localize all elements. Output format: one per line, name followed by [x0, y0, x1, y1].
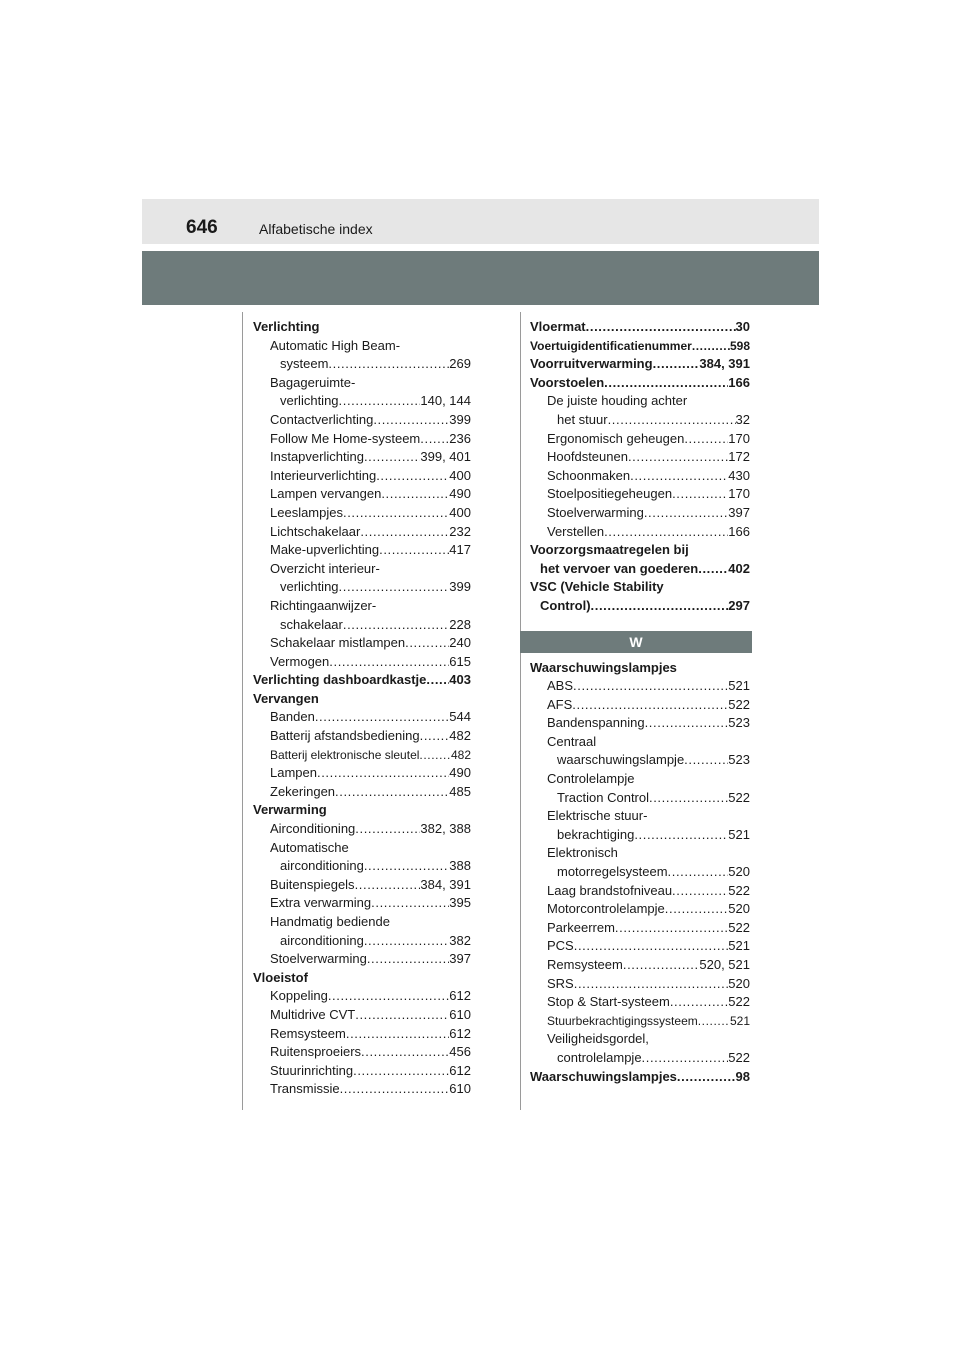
leader-dots — [653, 355, 700, 374]
index-entry-term: Batterij afstandsbediening — [270, 728, 420, 744]
index-entry-term: Schakelaar mistlampen — [270, 635, 406, 651]
index-entry-term: Waarschuwingslampjes — [530, 1068, 677, 1084]
index-entry — [253, 969, 471, 988]
index-entry-term: Batterij elektronische sleutel — [270, 747, 420, 762]
index-entry-term: Stoelverwarming — [547, 504, 644, 520]
index-entry-page[interactable]: 521 — [728, 826, 750, 842]
index-entry-term: Stuurinrichting — [270, 1062, 354, 1078]
leader-dots — [692, 337, 730, 356]
leader-dots — [328, 987, 449, 1006]
index-entry-term: Automatische — [270, 839, 349, 855]
index-entry — [253, 876, 471, 895]
index-entry — [530, 392, 750, 411]
index-entry-term: Motorcontrolelampje — [547, 901, 665, 917]
index-entry-page[interactable]: 612 — [449, 1062, 471, 1078]
index-entry-page[interactable]: 485 — [449, 783, 471, 799]
index-entry — [530, 1030, 750, 1049]
index-entry-page[interactable]: 482 — [449, 728, 471, 744]
leader-dots — [573, 677, 728, 696]
index-entry — [253, 337, 471, 356]
leader-dots — [698, 1012, 730, 1031]
leader-dots — [649, 789, 728, 808]
index-entry-term: Transmissie — [270, 1081, 340, 1097]
index-entry-page[interactable]: 610 — [449, 1006, 471, 1022]
index-entry-term: Zekeringen — [270, 783, 336, 799]
index-entry-term: Overzicht interieur- — [270, 560, 380, 576]
index-entry — [530, 807, 750, 826]
index-entry — [253, 746, 471, 765]
index-entry-term: PCS — [547, 938, 574, 954]
index-entry — [530, 789, 750, 808]
index-entry-page[interactable]: 544 — [449, 709, 471, 725]
index-entry-term: Laag brandstofniveau — [547, 882, 673, 898]
index-entry — [253, 1043, 471, 1062]
index-entry-page[interactable]: 170 — [728, 430, 750, 446]
leader-dots — [405, 634, 449, 653]
leader-dots — [677, 1068, 736, 1087]
leader-dots — [381, 485, 449, 504]
index-entry-page[interactable]: 430 — [728, 467, 750, 483]
index-entry — [253, 355, 471, 374]
index-entry-page[interactable]: 400 — [449, 504, 471, 520]
index-entry-page[interactable]: 490 — [449, 486, 471, 502]
index-entry — [253, 894, 471, 913]
index-entry-term: Multidrive CVT — [270, 1006, 356, 1022]
index-entry-term: waarschuwingslampje — [557, 752, 685, 768]
leader-dots — [335, 783, 449, 802]
index-entry-term: Vermogen — [270, 653, 330, 669]
index-entry-term: Traction Control — [557, 789, 649, 805]
index-entry-page[interactable]: 403 — [449, 672, 471, 688]
index-entry-page[interactable]: 269 — [449, 356, 471, 372]
index-entry — [253, 1025, 471, 1044]
leader-dots — [591, 597, 729, 616]
index-entry-page[interactable]: 172 — [728, 449, 750, 465]
leader-dots — [355, 820, 420, 839]
index-entry-term: Instapverlichting — [270, 449, 364, 465]
leader-dots — [630, 467, 728, 486]
index-entry — [253, 504, 471, 523]
index-entry-term: Koppeling — [270, 988, 328, 1004]
index-entry-term: Follow Me Home-systeem — [270, 430, 421, 446]
index-entry — [530, 882, 750, 901]
index-entry — [253, 987, 471, 1006]
index-entry — [530, 374, 750, 393]
index-entry — [530, 504, 750, 523]
index-entry-term: schakelaar — [280, 616, 343, 632]
index-entry-term: Remsysteem — [547, 957, 623, 972]
index-entry — [253, 913, 471, 932]
index-entry-page[interactable]: 521 — [728, 938, 750, 954]
leader-dots — [642, 1049, 729, 1068]
leader-dots — [364, 448, 420, 467]
leader-dots — [604, 523, 728, 542]
index-entry-page[interactable]: 523 — [728, 752, 750, 768]
index-entry-page[interactable]: 297 — [728, 597, 750, 613]
index-entry-term: Elektrische stuur- — [547, 808, 648, 824]
column-divider-right — [520, 312, 521, 1110]
index-entry-term: Voertuigidentificatienummer — [530, 338, 692, 353]
index-entry-page[interactable]: 522 — [728, 994, 750, 1010]
index-entry-page[interactable]: 522 — [728, 1049, 750, 1065]
index-entry — [253, 597, 471, 616]
leader-dots — [623, 956, 700, 975]
page-number: 646 — [186, 217, 218, 238]
leader-dots — [668, 863, 729, 882]
index-entry — [530, 337, 750, 356]
index-entry-page[interactable]: 395 — [449, 895, 471, 911]
leader-dots — [586, 318, 736, 337]
index-entry-page[interactable]: 521 — [729, 1013, 750, 1028]
index-entry-page[interactable]: 522 — [728, 789, 750, 805]
letter-heading-w: W — [520, 631, 752, 653]
index-entry-page[interactable]: 417 — [449, 542, 471, 558]
index-entry-term: Stop & Start-systeem — [547, 994, 670, 1010]
index-entry-term: Verwarming — [253, 802, 327, 818]
index-entry-page[interactable]: 522 — [728, 919, 750, 935]
index-entry — [530, 541, 750, 560]
leader-dots — [379, 541, 449, 560]
index-entry-page[interactable]: 612 — [449, 988, 471, 1004]
index-entry — [530, 937, 750, 956]
index-entry-page[interactable]: 615 — [449, 653, 471, 669]
index-group-w — [530, 659, 750, 1087]
index-entry-term: Lampen — [270, 765, 317, 781]
index-entry-term: motorregelsysteem — [557, 864, 668, 880]
index-entry-page[interactable]: 170 — [728, 486, 750, 502]
index-entry-page[interactable]: 482 — [450, 747, 471, 762]
index-entry — [530, 844, 750, 863]
index-entry-term: Verlichting dashboardkastje — [253, 672, 427, 688]
index-entry-term: verlichting — [280, 393, 339, 409]
index-entry-term: Stoelpositiegeheugen — [547, 486, 673, 502]
index-entry-page[interactable]: 30 — [735, 319, 750, 334]
index-entry — [253, 820, 471, 839]
index-entry — [530, 467, 750, 486]
index-entry-term: Interieurverlichting — [270, 467, 377, 483]
index-entry-term: Schoonmaken — [547, 467, 631, 483]
index-entry — [530, 733, 750, 752]
index-entry-term: SRS — [547, 975, 574, 991]
leader-dots — [419, 746, 451, 765]
index-entry-term: Make-upverlichting — [270, 542, 380, 558]
leader-dots — [364, 857, 449, 876]
index-entry-page[interactable]: 240 — [449, 635, 471, 651]
leader-dots — [604, 374, 728, 393]
index-entry — [530, 696, 750, 715]
index-entry-page[interactable]: 397 — [449, 951, 471, 967]
index-entry-page[interactable]: 610 — [449, 1081, 471, 1097]
index-entry-term: airconditioning — [280, 858, 364, 874]
leader-dots — [644, 504, 728, 523]
leader-dots — [672, 485, 728, 504]
index-entry-term: Remsysteem — [270, 1025, 346, 1041]
leader-dots — [364, 932, 449, 951]
index-entry-term: AFS — [547, 696, 573, 712]
index-entry — [253, 448, 471, 467]
index-entry — [253, 541, 471, 560]
index-entry — [530, 900, 750, 919]
index-entry-term: Lampen vervangen — [270, 486, 382, 502]
index-entry-term: Richtingaanwijzer- — [270, 597, 377, 613]
index-entry-term: Stuurbekrachtigingssysteem — [547, 1013, 698, 1028]
index-entry-term: bekrachtiging — [557, 826, 635, 842]
index-entry — [253, 485, 471, 504]
index-entry — [253, 727, 471, 746]
index-entry — [530, 355, 750, 374]
index-entry — [253, 690, 471, 709]
index-entry-term: airconditioning — [280, 932, 364, 948]
section-title: Alfabetische index — [259, 221, 373, 237]
index-entry-term: VSC (Vehicle Stability — [530, 579, 664, 595]
index-entry — [253, 1062, 471, 1081]
index-entry — [530, 1068, 750, 1087]
index-entry-page[interactable]: 522 — [728, 696, 750, 712]
index-entry-page[interactable]: 166 — [728, 523, 750, 539]
index-entry — [253, 560, 471, 579]
page-header-bar — [142, 199, 819, 244]
index-entry — [253, 523, 471, 542]
index-entry — [530, 448, 750, 467]
leader-dots — [343, 616, 449, 635]
leader-dots — [343, 504, 449, 523]
index-entry — [530, 560, 750, 579]
leader-dots — [328, 355, 449, 374]
index-entry-page[interactable]: 598 — [729, 338, 750, 353]
index-entry — [253, 578, 471, 597]
index-entry — [253, 411, 471, 430]
leader-dots — [670, 993, 728, 1012]
header-band — [142, 251, 819, 305]
leader-dots — [367, 950, 449, 969]
index-entry-page[interactable]: 399 — [449, 411, 471, 427]
index-entry-page[interactable]: 490 — [449, 765, 471, 781]
index-entry-term: Voorzorgsmaatregelen bij — [530, 542, 689, 558]
index-entry-page[interactable]: 520 — [728, 864, 750, 880]
index-entry-term: Controlelampje — [547, 771, 635, 787]
index-entry-page[interactable]: 397 — [728, 504, 750, 520]
leader-dots — [371, 894, 449, 913]
leader-dots — [426, 671, 449, 690]
index-entry-page[interactable]: 520 — [728, 975, 750, 991]
index-entry-page[interactable]: 612 — [449, 1025, 471, 1041]
leader-dots — [420, 727, 450, 746]
index-entry-term: Ergonomisch geheugen — [547, 430, 685, 446]
leader-dots — [684, 751, 728, 770]
index-entry-term: Waarschuwingslampjes — [530, 659, 677, 675]
index-entry-page[interactable]: 520, 521 — [699, 957, 750, 972]
index-entry — [253, 318, 471, 337]
leader-dots — [672, 882, 728, 901]
index-entry-term: Stoelverwarming — [270, 951, 367, 967]
index-entry-term: Elektronisch — [547, 845, 618, 861]
index-entry — [253, 1006, 471, 1025]
index-entry — [253, 653, 471, 672]
index-entry-term: Contactverlichting — [270, 411, 374, 427]
index-entry-page[interactable]: 98 — [735, 1068, 750, 1084]
index-entry-term: De juiste houding achter — [547, 393, 688, 409]
leader-dots — [608, 411, 736, 430]
index-entry — [253, 932, 471, 951]
leader-dots — [317, 764, 449, 783]
index-entry-page[interactable]: 402 — [728, 560, 750, 576]
index-entry-term: Banden — [270, 709, 315, 725]
index-entry-page[interactable]: 456 — [449, 1044, 471, 1060]
index-entry-term: systeem — [280, 356, 329, 372]
index-entry — [253, 857, 471, 876]
index-entry — [530, 919, 750, 938]
index-entry-term: Handmatig bediende — [270, 914, 390, 929]
index-entry-page[interactable]: 399, 401 — [420, 449, 471, 465]
leader-dots — [376, 467, 449, 486]
index-entry-page[interactable]: 400 — [449, 467, 471, 483]
leader-dots — [615, 919, 728, 938]
leader-dots — [361, 1043, 449, 1062]
index-entry — [530, 318, 750, 337]
index-entry — [253, 374, 471, 393]
column-divider-left — [242, 312, 243, 1110]
index-entry-term: controlelampje — [557, 1049, 642, 1065]
index-entry — [530, 523, 750, 542]
index-entry-term: Verlichting — [253, 319, 320, 334]
leader-dots — [572, 696, 728, 715]
index-entry-term: Parkeerrem — [547, 919, 615, 935]
index-entry — [253, 764, 471, 783]
index-entry-term: Vloeistof — [253, 969, 308, 985]
index-entry — [530, 826, 750, 845]
leader-dots — [340, 1080, 450, 1099]
index-entry-term: Vervangen — [253, 690, 319, 706]
index-entry — [253, 1080, 471, 1099]
leader-dots — [329, 653, 449, 672]
index-entry — [530, 975, 750, 994]
index-entry — [253, 839, 471, 858]
index-entry — [530, 411, 750, 430]
index-entry — [530, 430, 750, 449]
leader-dots — [574, 937, 729, 956]
index-entry — [530, 597, 750, 616]
leader-dots — [628, 448, 728, 467]
leader-dots — [346, 1025, 449, 1044]
index-entry — [530, 578, 750, 597]
index-entry — [253, 671, 471, 690]
index-entry — [530, 751, 750, 770]
index-entry — [253, 950, 471, 969]
index-entry — [253, 801, 471, 820]
index-entry-page[interactable]: 32 — [735, 411, 750, 427]
leader-dots — [355, 876, 421, 895]
index-entry-page[interactable]: 384, 391 — [420, 876, 471, 892]
index-entry-page[interactable]: 228 — [449, 616, 471, 632]
leader-dots — [634, 826, 728, 845]
index-entry-term: Buitenspiegels — [270, 876, 355, 892]
leader-dots — [355, 1006, 449, 1025]
leader-dots — [353, 1062, 449, 1081]
index-entry — [530, 1049, 750, 1068]
index-entry-page[interactable]: 232 — [449, 523, 471, 539]
index-entry-term: Ruitensproeiers — [270, 1044, 362, 1060]
index-entry-term: Control) — [540, 597, 591, 613]
index-entry-term: Verstellen — [547, 523, 605, 539]
index-entry-term: ABS — [547, 678, 574, 694]
index-entry — [530, 770, 750, 789]
index-entry — [253, 708, 471, 727]
leader-dots — [339, 392, 421, 411]
index-entry-page[interactable]: 384, 391 — [699, 356, 750, 372]
index-entry-term: het vervoer van goederen — [540, 560, 699, 576]
leader-dots — [315, 708, 449, 727]
index-entry — [530, 659, 750, 678]
index-entry — [253, 392, 471, 411]
index-entry-page[interactable]: 522 — [728, 882, 750, 898]
index-entry — [253, 430, 471, 449]
index-entry-term: Voorstoelen — [530, 374, 605, 390]
leader-dots — [373, 411, 449, 430]
leader-dots — [360, 523, 449, 542]
index-entry — [530, 956, 750, 975]
index-entry — [530, 863, 750, 882]
index-entry — [253, 783, 471, 802]
index-entry-term: Veiligheidsgordel, — [547, 1031, 649, 1047]
index-entry-term: Vloermat — [530, 319, 586, 334]
index-entry-term: Automatic High Beam- — [270, 337, 401, 353]
index-entry — [530, 485, 750, 504]
index-entry-term: verlichting — [280, 579, 339, 595]
leader-dots — [420, 430, 449, 449]
index-entry-page[interactable]: 399 — [449, 579, 471, 595]
index-entry-page[interactable]: 520 — [728, 901, 750, 917]
index-entry-term: Hoofdsteunen — [547, 449, 628, 465]
index-entry-page[interactable]: 166 — [728, 374, 750, 390]
index-entry — [530, 677, 750, 696]
leader-dots — [698, 560, 728, 579]
leader-dots — [339, 578, 450, 597]
index-entry — [253, 634, 471, 653]
leader-dots — [665, 900, 729, 919]
index-entry-page[interactable]: 382 — [449, 932, 471, 948]
leader-dots — [574, 975, 729, 994]
index-entry-term: Extra verwarming — [270, 895, 372, 911]
index-entry — [253, 467, 471, 486]
index-entry — [530, 714, 750, 733]
index-entry-page[interactable]: 523 — [728, 715, 750, 731]
index-entry-page[interactable]: 382, 388 — [420, 821, 471, 837]
index-entry-term: Leeslampjes — [270, 504, 343, 520]
index-entry-term: Airconditioning — [270, 821, 356, 837]
index-column-left — [253, 318, 471, 1099]
index-entry-page[interactable]: 140, 144 — [420, 393, 471, 409]
index-entry — [530, 1012, 750, 1031]
index-entry-page[interactable]: 388 — [449, 858, 471, 874]
index-entry-page[interactable]: 236 — [449, 430, 471, 446]
index-entry-term: Bandenspanning — [547, 715, 645, 731]
index-entry-term: Lichtschakelaar — [270, 523, 361, 539]
index-group-v — [530, 318, 750, 616]
index-entry-term: Bagageruimte- — [270, 374, 356, 390]
leader-dots — [645, 714, 729, 733]
index-entry — [253, 616, 471, 635]
index-entry-term: Centraal — [547, 733, 597, 749]
leader-dots — [684, 430, 728, 449]
index-entry-page[interactable]: 521 — [728, 678, 750, 694]
index-entry-term: Voorruitverwarming — [530, 356, 653, 372]
index-entry-term: het stuur — [557, 411, 608, 427]
index-column-right — [530, 318, 750, 1086]
index-entry — [530, 993, 750, 1012]
